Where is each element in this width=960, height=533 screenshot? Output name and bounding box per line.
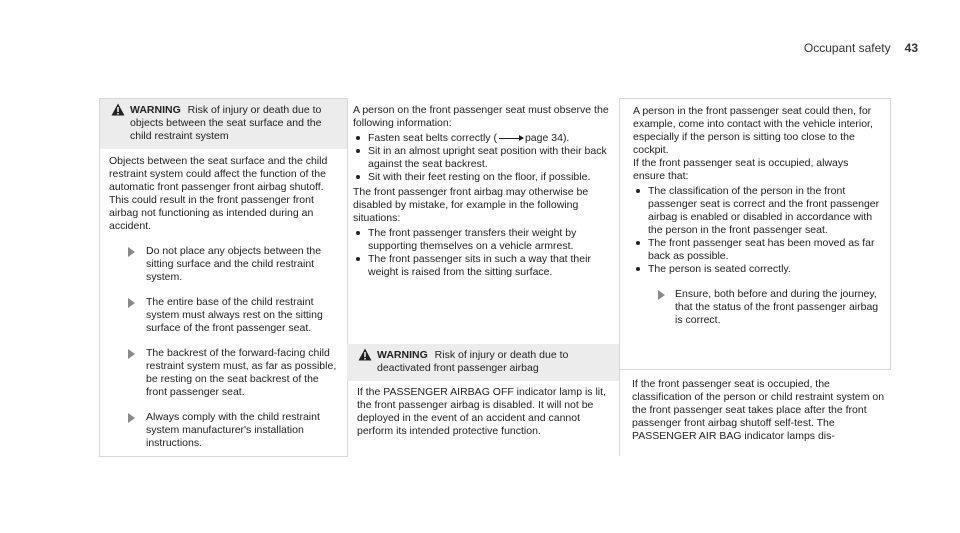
bullet-text: The classification of the person in the front passenger seat is correct and the front passenger airbag is enabled or disabled in accordance with the person in the front passenger seat. xyxy=(648,185,880,236)
page-reference-link[interactable]: page 34 xyxy=(524,132,563,144)
bullet-item xyxy=(353,227,613,253)
warning-box-airbag xyxy=(347,344,620,456)
step-item xyxy=(109,245,337,284)
step-text: The entire base of the child restraint system must always rest on the sitting surface of the front passenger seat. xyxy=(146,296,323,334)
warning-header xyxy=(100,99,347,149)
bullet-list xyxy=(633,185,882,276)
bullet-dot xyxy=(356,231,360,235)
column-3-text xyxy=(632,378,892,443)
bullet-dot xyxy=(356,257,360,261)
bullet-text-before: Fasten seat belts correctly ( xyxy=(368,132,497,144)
warning-box-objects xyxy=(99,98,348,457)
bullet-text: The front passenger seat has been moved as far back as possible. xyxy=(648,237,875,262)
bullet-dot xyxy=(636,189,640,193)
paragraph: If the front passenger seat is occupied, the classification of the person or child restraint system on the front passenger seat takes place after the front passenger front airbag shutoff self-test. The PASSENGER AIR BAG indicator lamps dis- xyxy=(632,378,885,442)
bullet-list xyxy=(353,132,613,184)
warning-label: WARNING xyxy=(130,104,181,116)
bullet-text: Sit in an almost upright seat position with their back against the seat backrest. xyxy=(368,145,607,170)
intro-paragraph: A person on the front passenger seat must observe the following information: xyxy=(353,104,609,129)
warning-header xyxy=(347,344,619,381)
warning-body xyxy=(347,381,619,438)
page-reference-arrow-icon xyxy=(499,138,523,139)
warning-headline: Risk of injury or death due to deactivated front passenger airbag xyxy=(377,349,569,374)
column-2 xyxy=(353,104,613,281)
bullet-dot xyxy=(636,241,640,245)
paragraph: The front passenger front airbag may otherwise be disabled by mistake, for example in the following situations: xyxy=(353,186,589,224)
bullet-dot xyxy=(356,149,360,153)
bullet-text-after: ). xyxy=(562,132,570,144)
bullet-item xyxy=(353,132,613,145)
page-header xyxy=(804,42,918,55)
warning-body xyxy=(100,149,347,450)
bullet-text: Sit with their feet resting on the floor, if possible. xyxy=(368,171,591,183)
warning-paragraph: If the PASSENGER AIRBAG OFF indicator lamp is lit, the front passenger airbag is disabled. It will not be deployed in the event of an accident and cannot perform its intended protective function. xyxy=(357,386,606,437)
bullet-item xyxy=(353,171,613,184)
bullet-list xyxy=(353,227,613,279)
info-box xyxy=(619,98,891,370)
paragraph: A person in the front passenger seat could then, for example, come into contact with the vehicle interior, especially if the person is sitting too close to the cockpit. xyxy=(633,105,873,156)
step-text: Always comply with the child restraint system manufacturer's installation instructions. xyxy=(146,411,320,449)
step-text: Ensure, both before and during the journey, that the status of the front passenger airbag is correct. xyxy=(675,288,879,326)
bullet-dot xyxy=(356,175,360,179)
bullet-dot xyxy=(356,136,360,140)
step-arrow-icon xyxy=(128,349,135,359)
step-text: Do not place any objects between the sitting surface and the child restraint system. xyxy=(146,245,322,283)
warning-triangle-icon xyxy=(111,103,125,116)
bullet-item xyxy=(353,145,613,171)
page-number: 43 xyxy=(904,41,918,55)
step-item xyxy=(109,347,337,399)
step-item xyxy=(109,296,337,335)
step-arrow-icon xyxy=(658,290,665,300)
warning-paragraph: This could result in the front passenger front airbag not functioning as intended during an accident. xyxy=(109,194,314,232)
paragraph: If the front passenger seat is occupied, always ensure that: xyxy=(633,157,849,182)
bullet-item xyxy=(633,237,882,263)
warning-label: WARNING xyxy=(377,349,428,361)
step-item xyxy=(633,288,882,327)
step-arrow-icon xyxy=(128,298,135,308)
step-item xyxy=(109,411,337,450)
bullet-item xyxy=(633,185,882,237)
bullet-text: The front passenger transfers their weight by supporting themselves on a vehicle armrest. xyxy=(368,227,577,252)
step-list xyxy=(109,245,337,450)
bullet-dot xyxy=(636,267,640,271)
step-arrow-icon xyxy=(128,247,135,257)
bullet-item xyxy=(633,263,882,276)
warning-headline: Risk of injury or death due to objects between the seat surface and the child restraint system xyxy=(130,104,322,142)
step-text: The backrest of the forward-facing child restraint system must, as far as possible, be resting on the seat backrest of the front passenger seat. xyxy=(146,347,337,398)
warning-triangle-icon xyxy=(358,348,372,361)
section-title: Occupant safety xyxy=(803,41,891,55)
bullet-text: The person is seated correctly. xyxy=(648,263,791,275)
bullet-item xyxy=(353,253,613,279)
warning-paragraph: Objects between the seat surface and the child restraint system could affect the function of the automatic front passenger front airbag shutoff. xyxy=(109,155,328,193)
step-arrow-icon xyxy=(128,413,135,423)
bullet-text: The front passenger sits in such a way that their weight is raised from the sitting surface. xyxy=(368,253,591,278)
